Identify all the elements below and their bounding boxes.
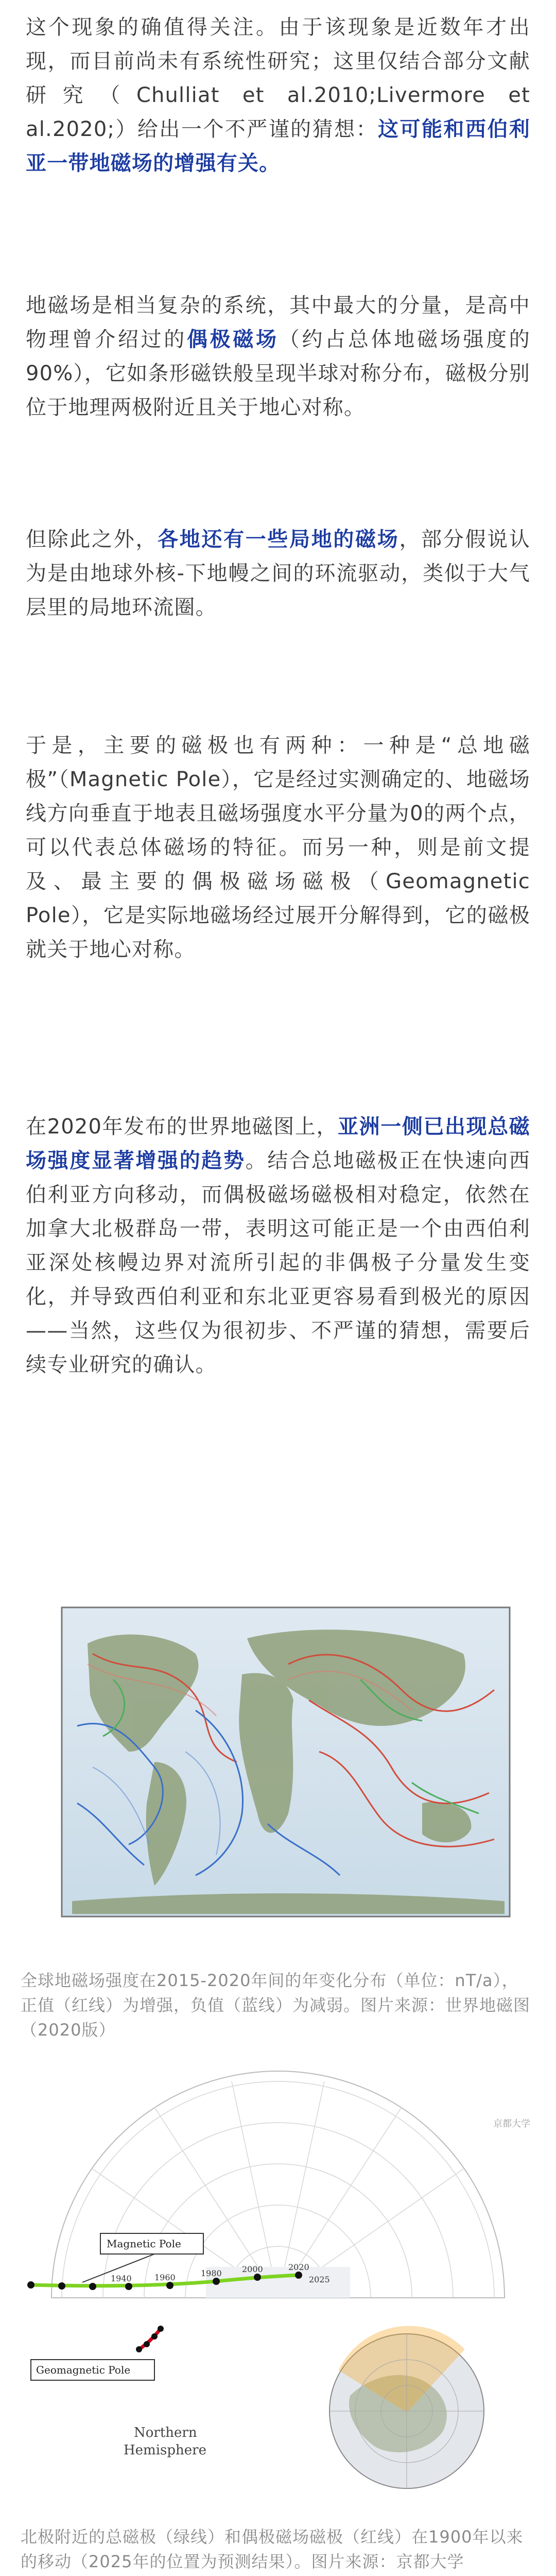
mp-year-1980: 1980 <box>201 2268 222 2278</box>
mp-year-2025: 2025 <box>309 2275 330 2284</box>
mp-year-1940: 1940 <box>111 2274 132 2283</box>
paragraph-1-highlight: 这可能和西伯利亚一带地磁场的增强有关。 <box>26 117 530 175</box>
mp-year-1960: 1960 <box>154 2273 176 2282</box>
paragraph-2-text-b: （约占总体地磁场强度的90%），它如条形磁铁般呈现半球对称分布，磁极分别位于地理两极附近且关于地心对称。 <box>26 328 531 419</box>
geomagnetic-pole-track <box>139 2329 161 2349</box>
world-magnetic-map <box>0 1597 556 1958</box>
paragraph-5 <box>26 1110 530 1382</box>
magnetic-pole-point <box>125 2283 132 2290</box>
geomagnetic-pole-label: Geomagnetic Pole <box>36 2364 131 2376</box>
magnetic-pole-point <box>89 2283 96 2290</box>
mp-year-2000: 2000 <box>242 2264 263 2274</box>
paragraph-5-highlight: 亚洲一侧已出现总磁场强度显著增强的趋势 <box>26 1115 530 1173</box>
northern-hemisphere-label <box>124 2425 206 2458</box>
magnetic-pole-point <box>27 2281 34 2289</box>
pole-movement-figure <box>0 2040 556 2514</box>
geomagnetic-pole-point <box>151 2333 158 2340</box>
mp-year-2020: 2020 <box>288 2262 309 2272</box>
polar-fan <box>51 2071 505 2298</box>
magnetic-pole-point <box>254 2274 261 2281</box>
geomagnetic-pole-point <box>158 2326 164 2332</box>
magnetic-pole-point <box>295 2272 302 2279</box>
magnetic-pole-label: Magnetic Pole <box>107 2238 181 2250</box>
paragraph-3-highlight: 各地还有一些局地的磁场 <box>158 528 399 551</box>
pole-movement-diagram <box>0 2040 556 2514</box>
paragraph-3 <box>26 522 530 624</box>
paragraph-1 <box>26 10 530 180</box>
paragraph-2-highlight: 偶极磁场 <box>186 328 279 351</box>
paragraph-5-text-b: 。结合总地磁极正在快速向西伯利亚方向移动，而偶极磁场磁极相对稳定，依然在加拿大北极群岛一带，表明这可能正是一个由西伯利亚深处核幔边界对流所引起的非偶极子分量发生变化，并导致西伯利亚和东北亚更容易看到极光的原因——当然，这些仅为很初步、不严谨的猜想，需要后续专业研究的确认。 <box>26 1149 531 1377</box>
paragraph-2 <box>26 289 530 425</box>
paragraph-4: 于是，主要的磁极也有两种：一种是“总地磁极”（Magnetic Pole），它是经过实测确定的、地磁场线方向垂直于地表且磁场强度水平分量为0的两个点，可以代表总体磁场的特征。而另一种，则是前文提及、最主要的偶极磁场磁极（Geomagnetic Pole），它是实际地磁场经过展开分解得到，它的磁极就关于地心对称。 <box>26 734 530 961</box>
paragraph-5-text-a: 在2020年发布的世界地磁图上， <box>26 1115 338 1139</box>
magnetic-pole-point <box>58 2282 65 2290</box>
world-magnetic-map-figure <box>0 1597 556 1958</box>
geomagnetic-pole-point <box>144 2341 150 2347</box>
magnetic-pole-point <box>213 2278 220 2285</box>
poles-caption: 北极附近的总磁极（绿线）和偶极磁场磁极（红线）在1900年以来的移动（2025年的位置为预测结果）。图片来源：京都大学 <box>21 2527 524 2571</box>
map-caption: 全球地磁场强度在2015-2020年间的年变化分布（单位：nT/a），正值（红线）为增强，负值（蓝线）为减弱。图片来源：世界地磁图（2020版） <box>21 1971 531 2040</box>
paragraph-3-text-b: ，部分假说认为是由地球外核-下地幔之间的环流驱动，类似于大气层里的局地环流圈。 <box>26 528 531 619</box>
geomagnetic-pole-point <box>136 2346 142 2352</box>
paragraph-3-text-a: 但除此之外， <box>26 528 158 551</box>
northern-hemisphere-line-2: Hemisphere <box>124 2443 206 2458</box>
magnetic-pole-point <box>166 2282 173 2289</box>
paragraph-1-text: 这个现象的确值得关注。由于该现象是近数年才出现，而目前尚未有系统性研究；这里仅结合部分文献研究（Chulliat et al.2010;Livermore et al.2020;）给出一个不严谨的猜想： <box>26 15 530 141</box>
northern-hemisphere-line-1: Northern <box>134 2425 197 2441</box>
source-watermark: 京都大学 <box>493 2119 530 2129</box>
paragraph-2-text-a: 地磁场是相当复杂的系统，其中最大的分量，是高中物理曾介绍过的 <box>26 294 530 351</box>
